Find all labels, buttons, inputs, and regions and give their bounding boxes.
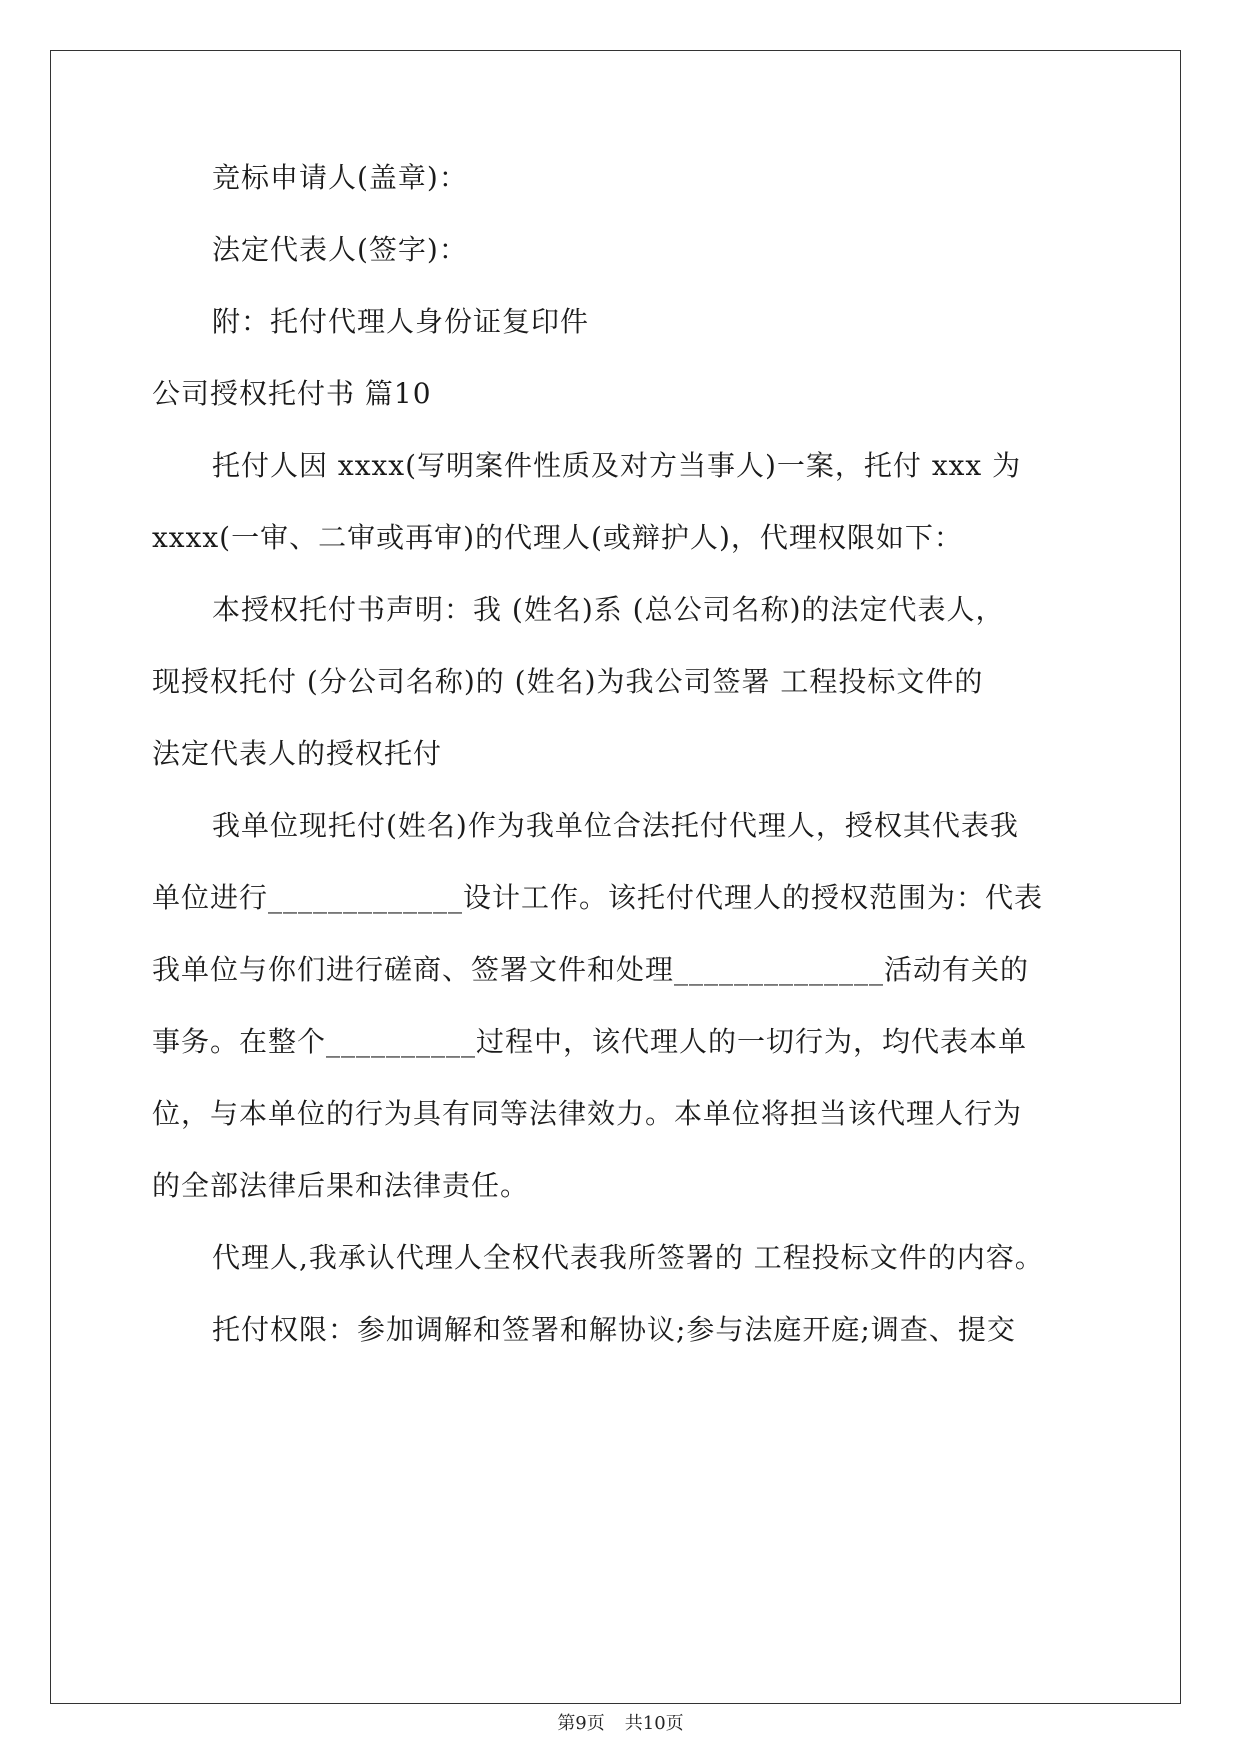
page-footer bbox=[0, 1712, 1241, 1736]
paragraph-line: 现授权托付 (分公司名称)的 (姓名)为我公司签署 工程投标文件的 bbox=[152, 665, 984, 698]
legal-rep-signature-line: 法定代表人(签字)： bbox=[212, 233, 468, 266]
paragraph-line: 代理人,我承认代理人全权代表我所签署的 工程投标文件的内容。 bbox=[212, 1241, 1044, 1274]
paragraph-line: 我单位与你们进行磋商、签署文件和处理______________活动有关的 bbox=[152, 953, 1030, 986]
paragraph-line: 本授权托付书声明：我 (姓名)系 (总公司名称)的法定代表人， bbox=[212, 593, 1005, 626]
attachment-line: 附：托付代理人身份证复印件 bbox=[212, 305, 590, 338]
paragraph-line: 的全部法律后果和法律责任。 bbox=[152, 1169, 530, 1202]
paragraph-line: 我单位现托付(姓名)作为我单位合法托付代理人，授权其代表我 bbox=[212, 809, 1019, 842]
page-number: 第9页 bbox=[557, 1713, 605, 1734]
paragraph-line: 位，与本单位的行为具有同等法律效力。本单位将担当该代理人行为 bbox=[152, 1097, 1023, 1130]
page-border bbox=[50, 50, 1181, 1704]
section-heading: 公司授权托付书 篇10 bbox=[152, 377, 432, 410]
applicant-seal-line: 竞标申请人(盖章)： bbox=[212, 161, 468, 194]
paragraph-line: 托付权限：参加调解和签署和解协议;参与法庭开庭;调查、提交 bbox=[212, 1313, 1016, 1346]
paragraph-line: 单位进行_____________设计工作。该托付代理人的授权范围为：代表 bbox=[152, 881, 1044, 914]
paragraph-line: 托付人因 xxxx(写明案件性质及对方当事人)一案，托付 xxx 为 bbox=[212, 449, 1022, 482]
page-total: 共10页 bbox=[624, 1713, 684, 1734]
paragraph-line: 法定代表人的授权托付 bbox=[152, 737, 443, 770]
paragraph-line: 事务。在整个__________过程中，该代理人的一切行为，均代表本单 bbox=[152, 1025, 1028, 1058]
paragraph-line: xxxx(一审、二审或再审)的代理人(或辩护人)，代理权限如下： bbox=[152, 521, 963, 554]
